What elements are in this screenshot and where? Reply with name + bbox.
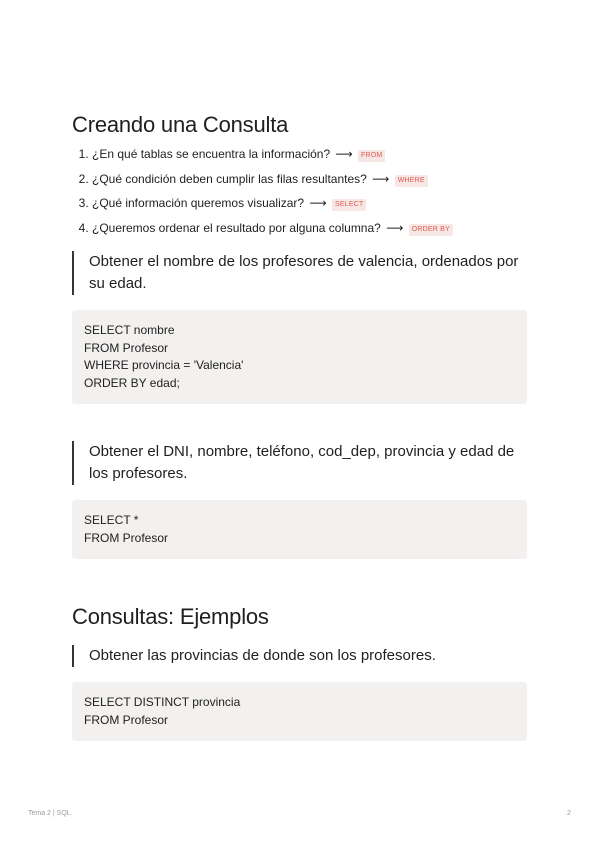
step-text: ¿Queremos ordenar el resultado por alguna columna? (92, 220, 381, 235)
code-block (72, 310, 527, 404)
code-block (72, 682, 527, 741)
keyword-badge: FROM (358, 150, 385, 162)
keyword-badge: ORDER BY (409, 224, 453, 236)
page-number: 2 (567, 810, 571, 817)
quote-block: Obtener el nombre de los profesores de valencia, ordenados por su edad. (72, 251, 529, 295)
arrow-icon: ⟶ (309, 196, 327, 210)
code-line: FROM Profesor (84, 340, 169, 355)
list-item (92, 145, 453, 170)
quote-block: Obtener las provincias de donde son los profesores. (72, 645, 529, 667)
code-block (72, 500, 527, 559)
quote-block: Obtener el DNI, nombre, teléfono, cod_dep, provincia y edad de los profesores. (72, 441, 529, 485)
code-line: FROM Profesor (84, 712, 169, 727)
step-text: ¿Qué información queremos visualizar? (92, 196, 305, 210)
code-line: SELECT nombre (84, 323, 175, 337)
arrow-icon: ⟶ (386, 220, 404, 235)
list-item (92, 194, 453, 219)
section-title-creando-consulta: Creando una Consulta (72, 112, 289, 137)
step-text: ¿En qué tablas se encuentra la información? (92, 147, 331, 161)
section-title-consultas-ejemplos: Consultas: Ejemplos (72, 604, 269, 629)
keyword-badge: SELECT (332, 199, 366, 211)
step-text: ¿Qué condición deben cumplir las filas resultantes? (92, 171, 367, 186)
footer-left: Tema 2 | SQL (28, 810, 71, 817)
keyword-badge: WHERE (395, 175, 428, 187)
code-line: SELECT * (84, 513, 139, 527)
code-line: FROM Profesor (84, 530, 169, 545)
code-line: ORDER BY edad; (84, 375, 180, 390)
list-item (92, 219, 453, 244)
code-line: SELECT DISTINCT provincia (84, 695, 241, 709)
arrow-icon: ⟶ (335, 147, 353, 161)
code-line: WHERE provincia = 'Valencia' (84, 358, 244, 372)
steps-list (72, 145, 453, 243)
list-item (92, 170, 453, 195)
arrow-icon: ⟶ (372, 171, 390, 186)
